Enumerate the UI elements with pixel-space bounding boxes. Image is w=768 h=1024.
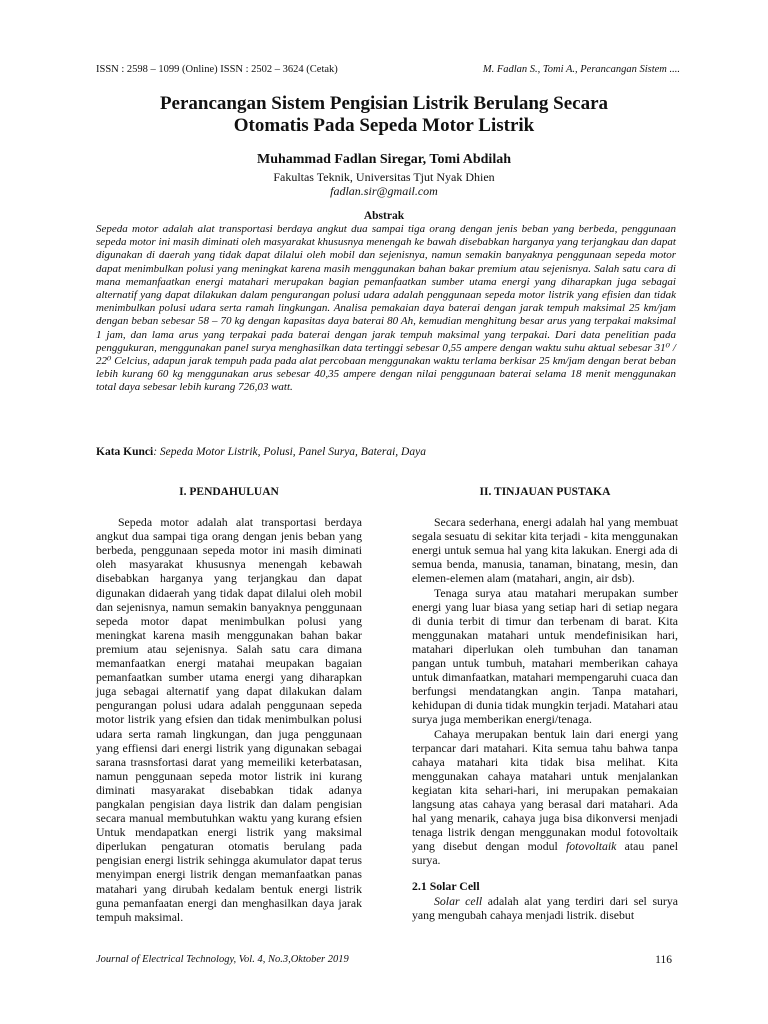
subsection-heading-solar-cell: 2.1 Solar Cell <box>412 879 480 894</box>
section-heading-introduction: I. PENDAHULUAN <box>179 486 279 498</box>
solar-cell-paragraph-text: adalah alat yang terdiri dari sel surya yang mengubah cahaya menjadi listrik. disebut <box>412 893 678 922</box>
paper-title <box>90 93 678 137</box>
keywords-label: Kata Kunci <box>96 446 154 458</box>
keywords-text: : Sepeda Motor Listrik, Polusi, Panel Surya, Baterai, Daya <box>153 446 426 458</box>
journal-footer: Journal of Electrical Technology, Vol. 4, No.3,Oktober 2019 <box>96 954 349 965</box>
term-solar-cell: Solar cell <box>434 893 483 908</box>
author-email: fadlan.sir@gmail.com <box>330 184 438 198</box>
left-column <box>96 485 362 924</box>
review-paragraph-1: Secara sederhana, energi adalah hal yang membuat segala sesuatu di sekitar kita terjadi - kita menggunakan energi untuk semua hal yang kita lakukan. Energi ada di semua benda, manusia, tanaman, binatang, mesin, dan elemen-elemen alam (matahari, angin, air dsb). <box>412 515 678 586</box>
abstract-text: Sepeda motor adalah alat transportasi berdaya angkut dua sampai tiga orang dengan jenis beban yang berbeda, penggunaan sepeda motor ini masih diminati oleh masyarakat khususnya menengah ke bawah disebabkan harganya yang terjangkau dan dapat digunakan di daerah yang tidak dapat dilalui oleh mobil dan sejenisnya, namun semakin banyaknya penggunaan sepeda motor dapat menimbulkan polusi yang meningkat karena masih menggunakan bahan bakar premium atau sejenisnya. Salah satu cara di mana memanfaatkan energi matahari merupakan bagian pemanfaatkan sumber utama energi yang diharapkan juga sebagai alternatif yang dapat dilakukan dalam pengurangan polusi udara adalah penggunaan sepeda motor listrik yang efisien dan tidak menimbulkan polusi udara serta ramah lingkungan. Analisa pemakaian daya baterai dengan jarak tempuh maksimal 25 km/jam dengan beban sebesar 58 – 70 kg dengan kapasitas daya baterai 80 Ah, kemudian menghitung besar arus yang terpakai maksimal 1 jam, dan lama arus yang terpakai pada baterai dengan jarak tempuh maksimal yang terpakai. Dari data penelitian pada penggukuran, menggunakan panel surya menghasilkan data tertinggi sebesar 0,55 ampere dengan waktu suhu aktual sebesar 31⁰ / 22⁰ Celcius, adapun jarak tempuh pada pada alat percobaan menggunakan waktu terlama berkisar 25 km/jam dengan berat beban lebih kurang 60 kg menggunakan arus sebesar 40,35 ampere dengan nilai penggunaan baterai selama 18 menit menggunakan total daya sebesar lebih kurang 726,03 watt. <box>96 223 676 394</box>
page-number: 116 <box>655 954 672 966</box>
intro-paragraph-1: Sepeda motor adalah alat transportasi berdaya angkut dua sampai tiga orang dengan jenis beban yang berbeda, penggunaan sepeda motor ini masih diminati oleh masyarakat khususnya menengah kebawah disebabkan harganya yang terjangkau dan dapat digunakan didaerah yang tidak dapat dilalui oleh mobil dan sejenisnya, namun semakin banyaknya penggunaan sepeda motor dapat menimbulkan polusi yang meningkat karena masih menggunakan bahan bakar premium atau sejenisnya. Salah satu cara dimana memanfaatkan energi matahai meupakan bagaian pemanfaatkan sumber utama energi yang diharapkan juga sebagai alternatif yang dapat dilakukan dalam pengurangan polusi udara adalah penggunaan sepeda motor listrik yang efsien dan tidak menimbulkan polusi udara serta ramah lingkungan, dan juga penggunaan yang effiensi dari energi listrik yang digunakan sebagai sarana trasnsfortasi darat yang memeiliki keterbatasan, namun penggunaan sepeda motor listrik ini kurang diminati masyarakat disebabkan tidak adanya pangkalan pengisian daya listrik dan dalam pengisian secara manual membutuhkan waktu yang kurang efsien Untuk mendapatkan energi listrik yang maksimal diperlukan pengaturan otomatis berulang pada pengisian energi listrik sehingga akumulator dapat terus menyimpan energi listrik dengan memanfaatkan panas matahari yang dirubah kedalam bentuk energi listrik guna pemanfaatan energi dan menghasilkan daya jarak tempuh maksimal. <box>96 515 362 924</box>
keywords <box>96 446 676 458</box>
running-title: M. Fadlan S., Tomi A., Perancangan Sistem .... <box>482 64 680 75</box>
title-line-1: Perancangan Sistem Pengisian Listrik Berulang Secara <box>159 93 609 114</box>
section-heading-literature-review: II. TINJAUAN PUSTAKA <box>479 486 611 498</box>
review-term-fotovoltaik: fotovoltaik <box>565 839 617 854</box>
solar-cell-paragraph <box>412 894 678 922</box>
title-line-2: Otomatis Pada Sepeda Motor Listrik <box>233 115 535 136</box>
review-paragraph-3 <box>412 727 678 868</box>
abstract-heading: Abstrak <box>363 210 405 222</box>
review-paragraph-3-end: atau panel surya. <box>412 839 678 868</box>
right-column <box>412 485 678 922</box>
author-list: Muhammad Fadlan Siregar, Tomi Abdilah <box>256 152 512 167</box>
issn-header: ISSN : 2598 – 1099 (Online) ISSN : 2502 – 3624 (Cetak) <box>96 64 338 75</box>
review-paragraph-2: Tenaga surya atau matahari merupakan sumber energi yang luar biasa yang setiap hari di setiap negara di dunia terbit di timur dan terbenam di barat. Kita menggunakan matahari untuk mendefinisikan hari, matahari diperlukan oleh tumbuhan dan tanaman pangan untuk tumbuh, matahari memberikan cahaya untuk dimanfaatkan, matahari mempengaruhi cuaca dan berfungsi mendatangkan angin. Tanpa matahari, kehidupan di dunia tidak mungkin terjadi. Matahari atau surya juga memberikan energi/tenaga. <box>412 585 679 727</box>
review-paragraph-3-text: Cahaya merupakan bentuk lain dari energi yang terpancar dari matahari. Kita semua tahu bahwa tanpa cahaya matahari kita tidak bisa melihat. Kita menggunakan cahaya matahari untuk menjalankan kegiatan kita sehari-hari, ini merupakan pemakaian langsung atas cahaya yang berasal dari matahari. Ada hal yang menarik, cahaya juga bisa dikonversi menjadi tenaga listrik dengan menggunakan modul fotovoltaik yang disebut dengan modul <box>412 726 678 854</box>
affiliation: Fakultas Teknik, Universitas Tjut Nyak Dhien <box>273 170 495 184</box>
